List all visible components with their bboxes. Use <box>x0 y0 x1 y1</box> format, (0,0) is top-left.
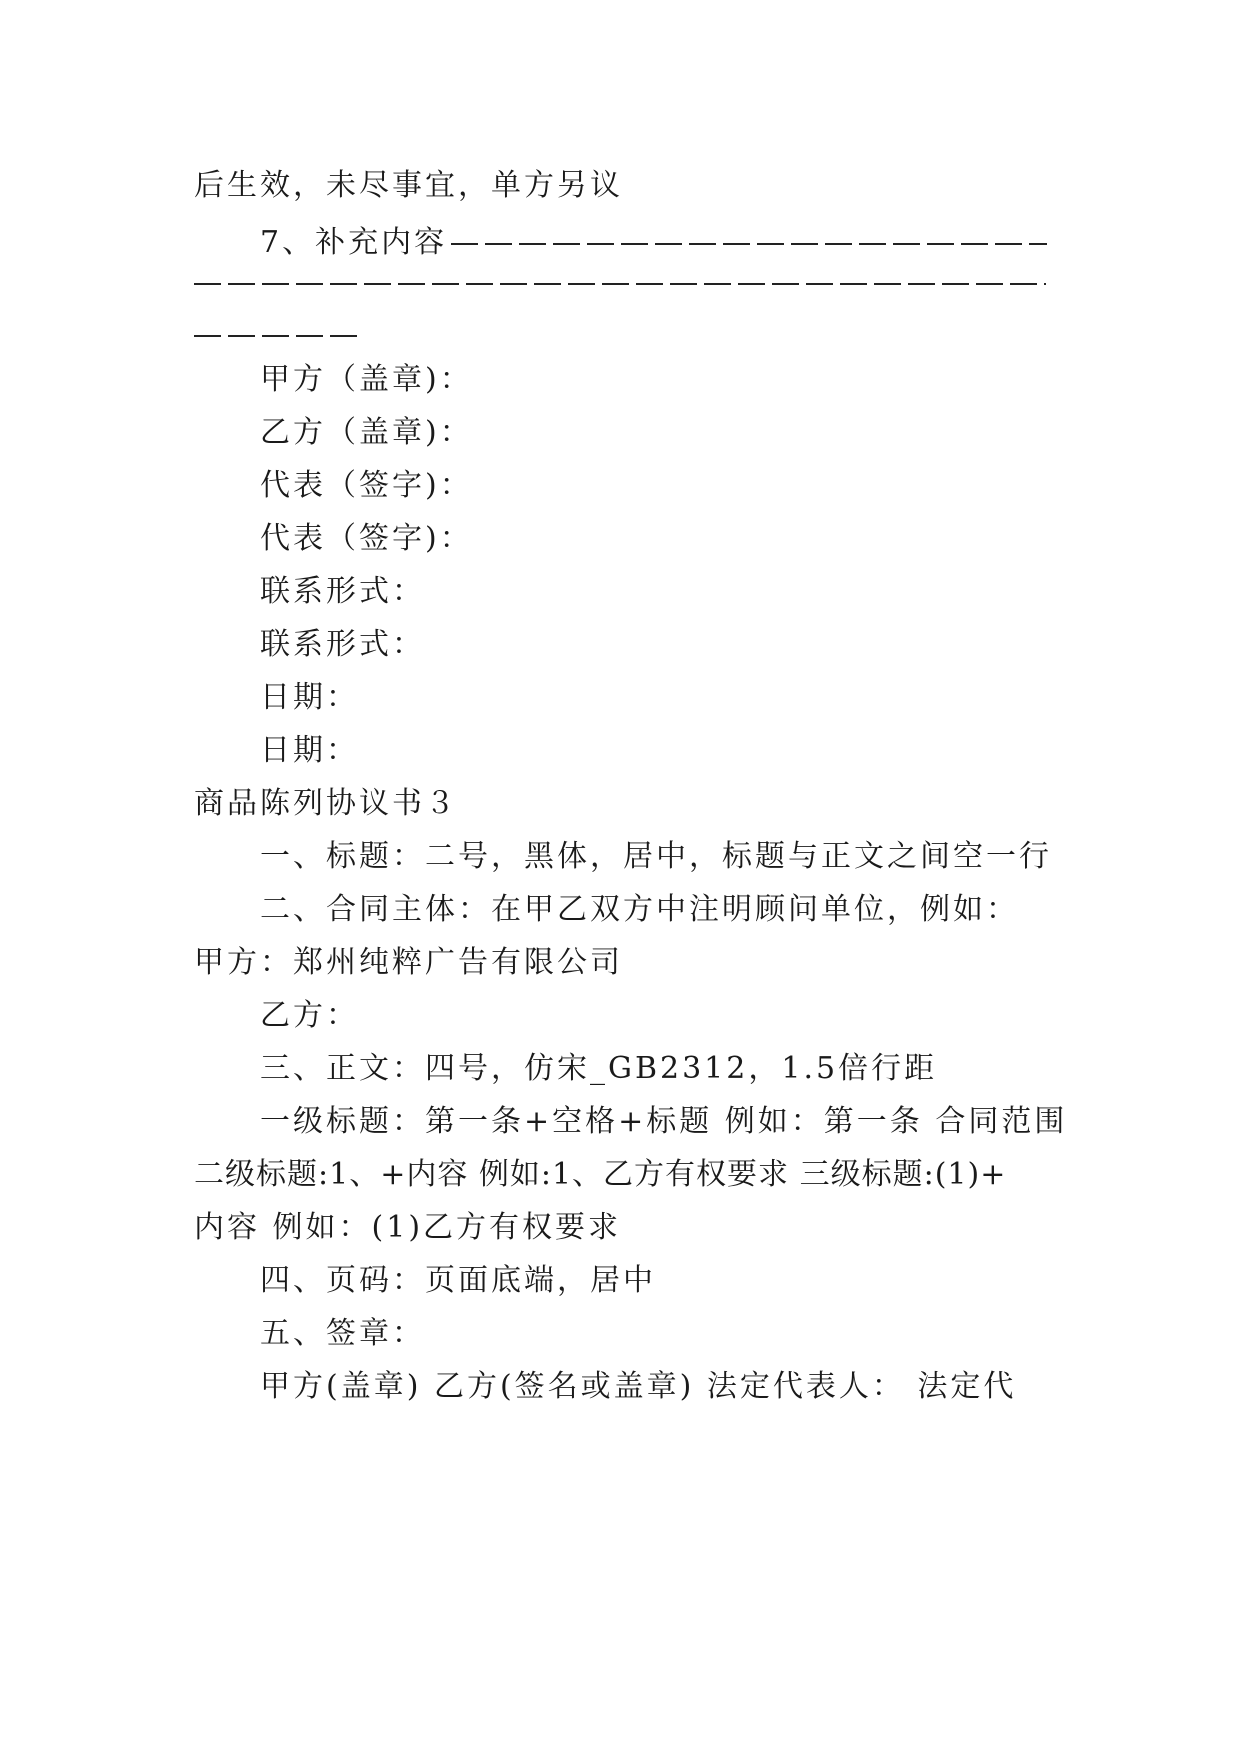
paragraph-line: 一级标题：第一条+空格+标题 例如：第一条 合同范围 <box>260 1104 1068 1139</box>
supplement-line <box>260 223 1054 263</box>
paragraph-line: 乙方： <box>260 998 359 1033</box>
supplement-label: 7、补充内容 <box>260 225 448 260</box>
paragraph-line: 三、正文：四号，仿宋_GB2312，1.5倍行距 <box>260 1051 938 1086</box>
paragraph-line: 五、签章： <box>260 1316 425 1351</box>
contact-label: 联系形式： <box>260 574 425 609</box>
date-label: 日期： <box>260 733 359 768</box>
paragraph-line: 内容 例如：(1)乙方有权要求 <box>194 1210 622 1245</box>
paragraph-line: 甲方(盖章) 乙方(签名或盖章) 法定代表人： 法定代 <box>260 1369 1017 1404</box>
paragraph-line: 甲方：郑州纯粹广告有限公司 <box>194 945 623 980</box>
paragraph-line: 四、页码：页面底端，居中 <box>260 1263 656 1298</box>
paragraph-line: 二、合同主体：在甲乙双方中注明顾问单位，例如： <box>260 892 1019 927</box>
date-label: 日期： <box>260 680 359 715</box>
blank-dashed-line <box>194 335 364 337</box>
party-a-seal-label: 甲方（盖章)： <box>260 362 473 397</box>
blank-dashed-line <box>194 283 1046 285</box>
section-title: 商品陈列协议书３ <box>194 786 458 821</box>
text-line: 后生效，未尽事宜，单方另议 <box>194 168 623 203</box>
contact-label: 联系形式： <box>260 627 425 662</box>
representative-signature-label: 代表（签字)： <box>260 521 473 556</box>
blank-dashed-line <box>451 243 1047 245</box>
representative-signature-label: 代表（签字)： <box>260 468 473 503</box>
paragraph-line: 二级标题:1、+内容 例如:1、乙方有权要求 三级标题:(1)+ <box>194 1157 1007 1192</box>
party-b-seal-label: 乙方（盖章)： <box>260 415 473 450</box>
paragraph-line: 一、标题：二号，黑体，居中，标题与正文之间空一行 <box>260 839 1052 874</box>
